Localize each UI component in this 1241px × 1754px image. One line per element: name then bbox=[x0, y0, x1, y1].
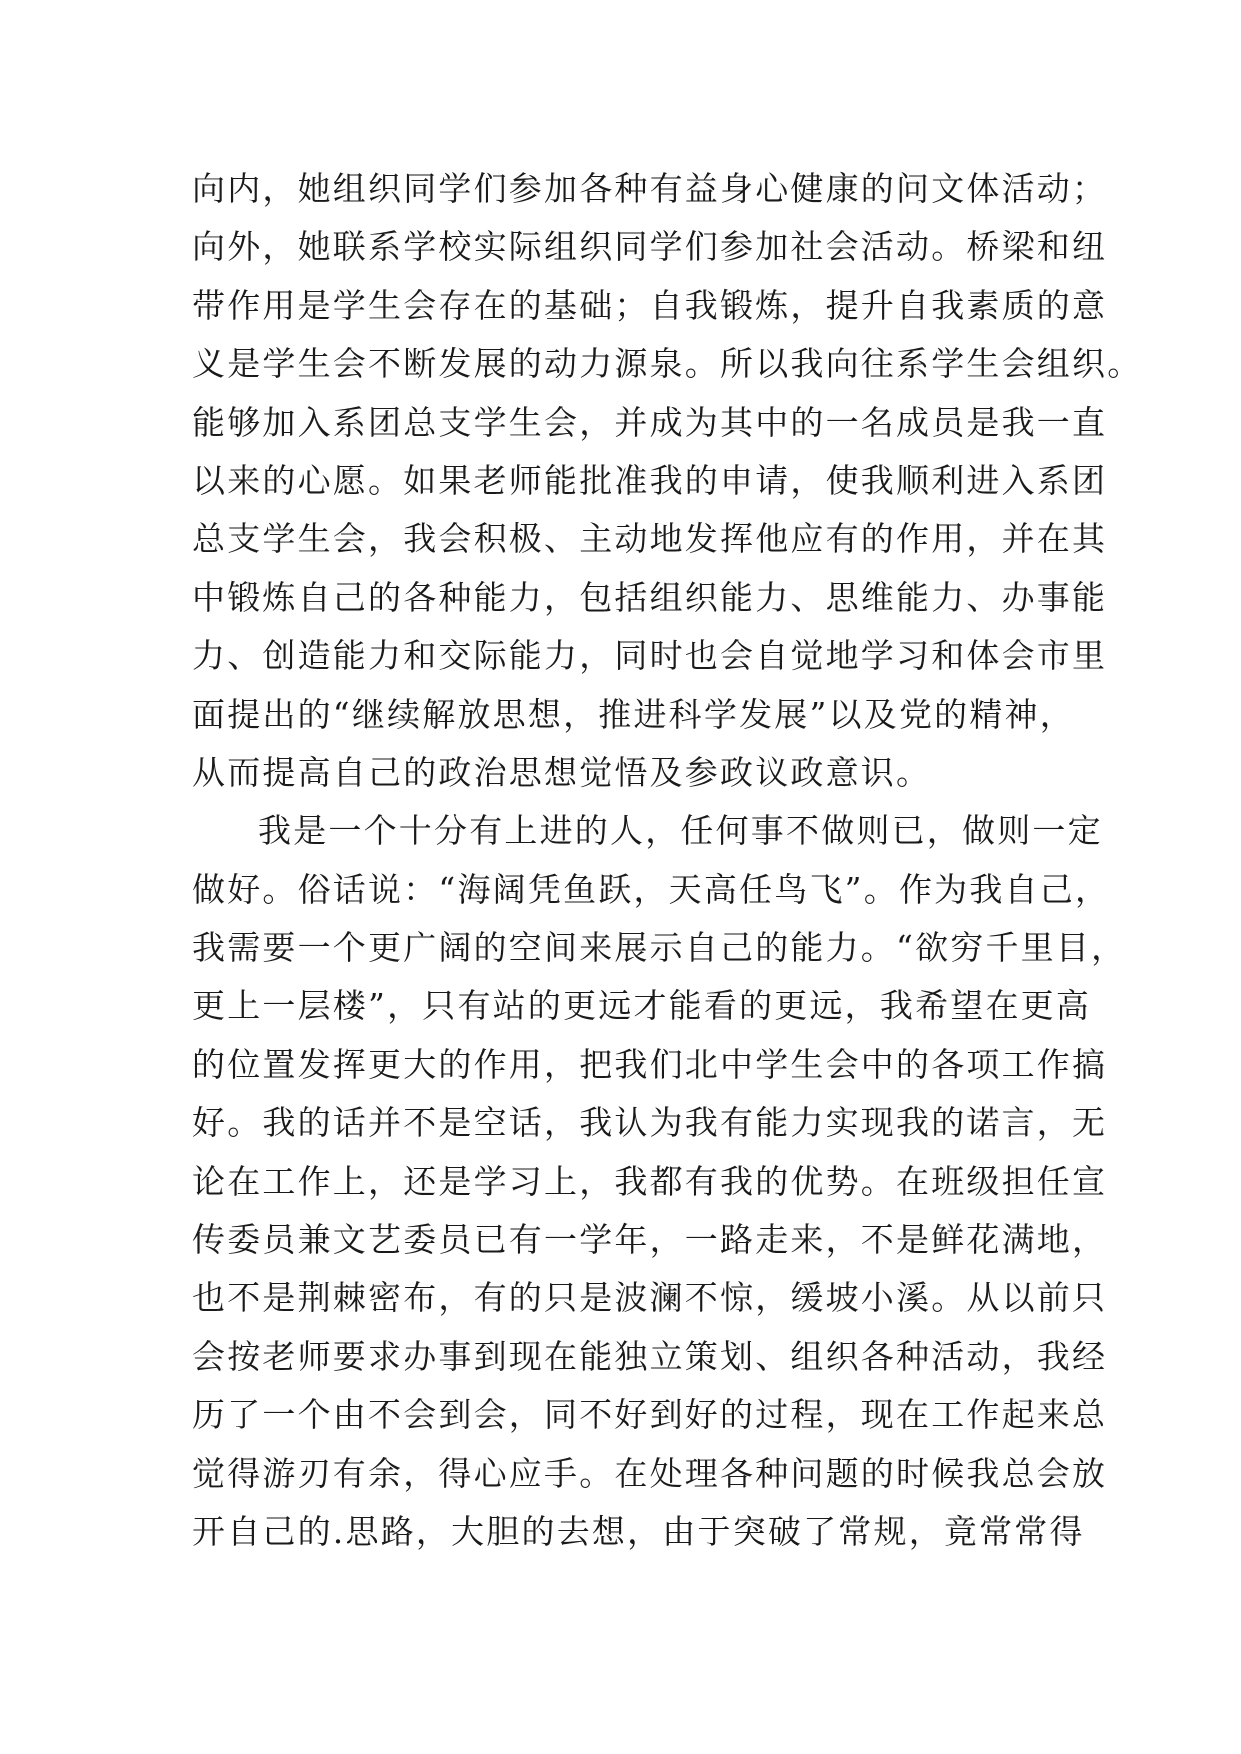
text-line: 带作用是学生会存在的基础；自我锻炼，提升自我素质的意 bbox=[192, 285, 1108, 325]
text-line: 会按老师要求办事到现在能独立策划、组织各种活动，我经 bbox=[192, 1336, 1108, 1376]
text-line: 我需要一个更广阔的空间来展示自己的能力。“欲穷千里目， bbox=[192, 928, 1127, 968]
text-line: 力、创造能力和交际能力，同时也会自觉地学习和体会市里 bbox=[192, 636, 1108, 676]
text-line: 好。我的话并不是空话，我认为我有能力实现我的诺言，无 bbox=[192, 1103, 1108, 1143]
text-line: 论在工作上，还是学习上，我都有我的优势。在班级担任宣 bbox=[192, 1161, 1108, 1201]
text-line: 从而提高自己的政治思想觉悟及参政议政意识。 bbox=[192, 752, 932, 792]
text-line: 更上一层楼”，只有站的更远才能看的更远，我希望在更高 bbox=[192, 986, 1092, 1026]
text-line: 能够加入系团总支学生会，并成为其中的一名成员是我一直 bbox=[192, 402, 1108, 442]
text-line: 觉得游刃有余，得心应手。在处理各种问题的时候我总会放 bbox=[192, 1453, 1108, 1493]
text-line: 向外，她联系学校实际组织同学们参加社会活动。桥梁和纽 bbox=[192, 227, 1108, 267]
text-line: 面提出的“继续解放思想，推进科学发展”以及党的精神， bbox=[192, 694, 1075, 734]
text-line: 的位置发挥更大的作用，把我们北中学生会中的各项工作搞 bbox=[192, 1044, 1108, 1084]
text-line: 总支学生会，我会积极、主动地发挥他应有的作用，并在其 bbox=[192, 519, 1108, 559]
text-line: 以来的心愿。如果老师能批准我的申请，使我顺利进入系团 bbox=[192, 460, 1108, 500]
text-line: 开自己的.思路，大胆的去想，由于突破了常规，竟常常得 bbox=[192, 1511, 1085, 1551]
text-line: 向内，她组织同学们参加各种有益身心健康的问文体活动； bbox=[192, 169, 1108, 208]
document-body bbox=[192, 160, 1143, 1561]
text-line: 中锻炼自己的各种能力，包括组织能力、思维能力、办事能 bbox=[192, 577, 1108, 617]
text-line: 义是学生会不断发展的动力源泉。所以我向往系学生会组织。 bbox=[192, 344, 1143, 384]
text-line: 做好。俗话说：“海阔凭鱼跃，天高任鸟飞”。作为我自己， bbox=[192, 869, 1111, 909]
paragraph-start-line: 我是一个十分有上进的人，任何事不做则已，做则一定 bbox=[258, 811, 1103, 851]
text-line: 传委员兼文艺委员已有一学年，一路走来，不是鲜花满地， bbox=[192, 1220, 1108, 1260]
text-line: 也不是荆棘密布，有的只是波澜不惊，缓坡小溪。从以前只 bbox=[192, 1278, 1108, 1318]
text-line: 历了一个由不会到会，同不好到好的过程，现在工作起来总 bbox=[192, 1395, 1108, 1435]
